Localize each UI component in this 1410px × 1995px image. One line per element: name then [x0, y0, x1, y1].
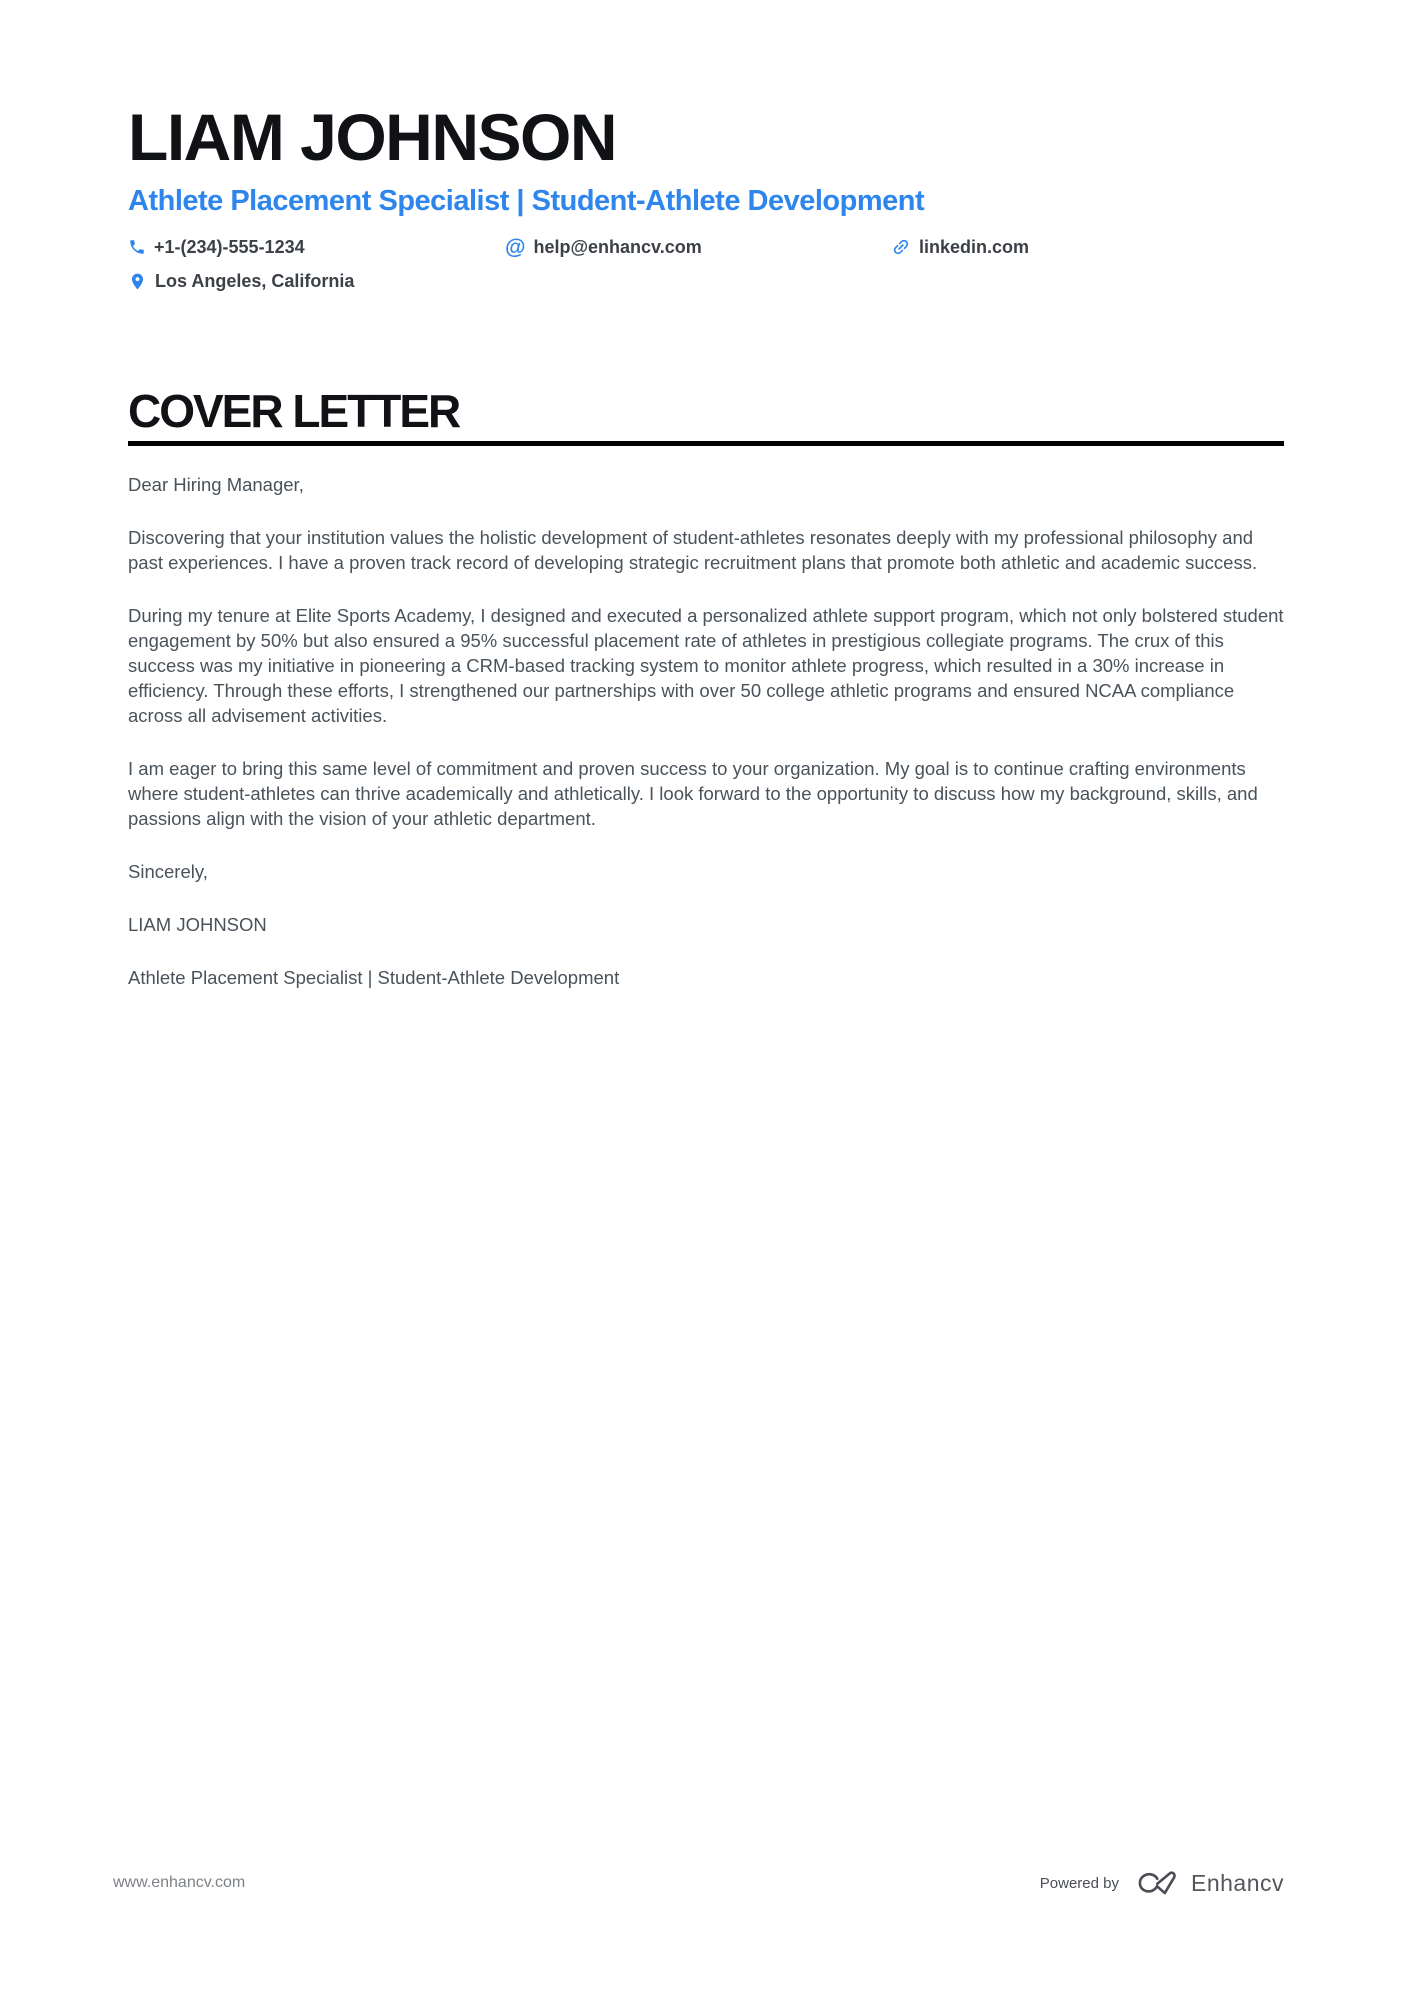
- link-icon: [891, 237, 911, 257]
- contact-location-value: Los Angeles, California: [155, 270, 355, 291]
- phone-icon: [128, 238, 146, 256]
- powered-by[interactable]: [1040, 1869, 1284, 1897]
- signature-name: LIAM JOHNSON: [128, 913, 267, 935]
- cover-letter-section: [128, 384, 1284, 990]
- page-footer: [113, 1869, 1284, 1897]
- contact-linkedin[interactable]: [891, 237, 1284, 258]
- candidate-title: Athlete Placement Specialist | Student-Athlete Development: [128, 185, 925, 217]
- contact-linkedin-value[interactable]: linkedin.com: [919, 236, 1030, 257]
- contact-info: [128, 237, 1284, 292]
- enhancv-brand[interactable]: [1134, 1869, 1284, 1897]
- letter-paragraph: I am eager to bring this same level of commitment and proven success to your organization. My goal is to continue crafting environments where student-athletes can thrive academically and athletically. I look forward to the opportunity to discuss how my background, skills, and passions align with the vision of your athletic department.: [128, 757, 1258, 829]
- contact-email[interactable]: [505, 237, 891, 258]
- powered-by-label: Powered by: [1039, 1874, 1119, 1892]
- at-icon: @: [505, 235, 526, 259]
- closing: Sincerely,: [128, 860, 208, 882]
- location-pin-icon: [128, 272, 147, 291]
- candidate-name: LIAM JOHNSON: [128, 100, 617, 174]
- enhancv-logo-icon: [1134, 1869, 1181, 1897]
- letter-paragraph: During my tenure at Elite Sports Academy, I designed and executed a personalized athlete support program, which not only bolstered student engagement by 50% but also ensured a 95% successful placement rate of athletes in prestigious collegiate programs. The crux of this success was my initiative in pioneering a CRM-based tracking system to monitor athlete progress, which resulted in a 30% increase in efficiency. Through these efforts, I strengthened our partnerships with over 50 college athletic programs and ensured NCAA compliance across all advisement activities.: [128, 604, 1284, 726]
- contact-phone: [128, 237, 505, 258]
- section-divider: [128, 441, 1284, 446]
- section-heading: COVER LETTER: [128, 384, 460, 437]
- contact-email-value[interactable]: help@enhancv.com: [533, 236, 702, 257]
- contact-location: [128, 271, 505, 292]
- enhancv-wordmark: Enhancv: [1190, 1869, 1284, 1896]
- salutation: Dear Hiring Manager,: [128, 473, 304, 495]
- signature-title: Athlete Placement Specialist | Student-Athlete Development: [128, 966, 620, 988]
- letter-paragraph: Discovering that your institution values the holistic development of student-athletes resonates deeply with my professional philosophy and past experiences. I have a proven track record of developing strategic recruitment plans that promote both athletic and academic success.: [128, 526, 1258, 573]
- footer-website-link[interactable]: www.enhancv.com: [113, 1874, 246, 1891]
- header: [128, 100, 1284, 292]
- contact-phone-value: +1-(234)-555-1234: [154, 236, 305, 257]
